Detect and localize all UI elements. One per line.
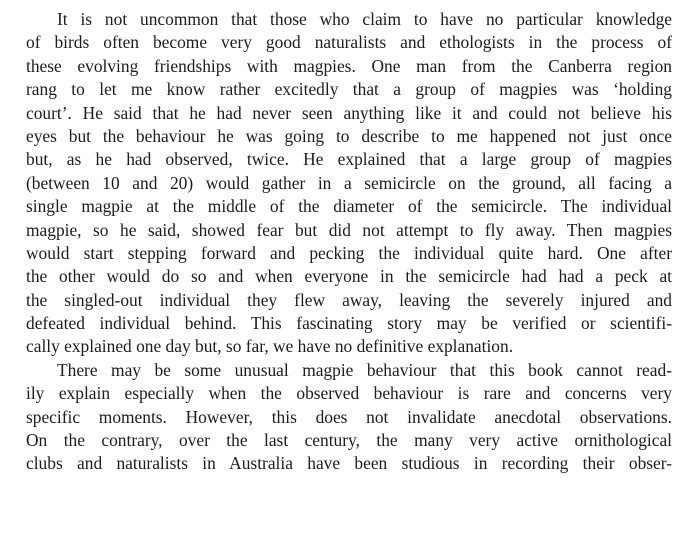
text-line: these evolving friendships with magpies. One man from the Canberra region xyxy=(26,55,672,76)
text-line: ily explain especially when the observed behaviour is rare and concerns very xyxy=(26,383,672,404)
text-line: defeated individual behind. This fascinating story may be verified or scientifi- xyxy=(26,313,672,334)
text-line: There may be some unusual magpie behaviour that this book cannot read- xyxy=(57,359,672,380)
text-line: magpie, so he said, showed fear but did not attempt to fly away. Then magpies xyxy=(26,219,672,240)
text-line: On the contrary, over the last century, the many very active ornithological xyxy=(26,430,672,451)
text-line: cally explained one day but, so far, we have no definitive explanation. xyxy=(26,336,514,357)
text-line: specific moments. However, this does not invalidate anecdotal observations. xyxy=(26,406,672,427)
text-line: rang to let me know rather excitedly that a group of magpies was ‘holding xyxy=(26,79,672,100)
text-line: would start stepping forward and pecking the individual quite hard. One after xyxy=(26,242,672,263)
text-line: the other would do so and when everyone in the semicircle had had a peck at xyxy=(26,266,672,287)
text-line: (between 10 and 20) would gather in a semicircle on the ground, all facing a xyxy=(26,172,672,193)
text-line: clubs and naturalists in Australia have been studious in recording their obser- xyxy=(26,453,672,474)
text-line: court’. He said that he had never seen anything like it and could not believe his xyxy=(26,102,672,123)
paragraph-2 xyxy=(26,359,672,476)
paragraph-1 xyxy=(26,8,672,359)
text-line: of birds often become very good naturalists and ethologists in the process of xyxy=(26,32,672,53)
text-line: the singled-out individual they flew away, leaving the severely injured and xyxy=(26,289,672,310)
text-line: eyes but the behaviour he was going to describe to me happened not just once xyxy=(26,125,672,146)
document-page xyxy=(26,8,672,476)
text-line: but, as he had observed, twice. He explained that a large group of magpies xyxy=(26,149,672,170)
text-line: single magpie at the middle of the diameter of the semicircle. The individual xyxy=(26,196,672,217)
text-line: It is not uncommon that those who claim to have no particular knowledge xyxy=(57,9,672,29)
